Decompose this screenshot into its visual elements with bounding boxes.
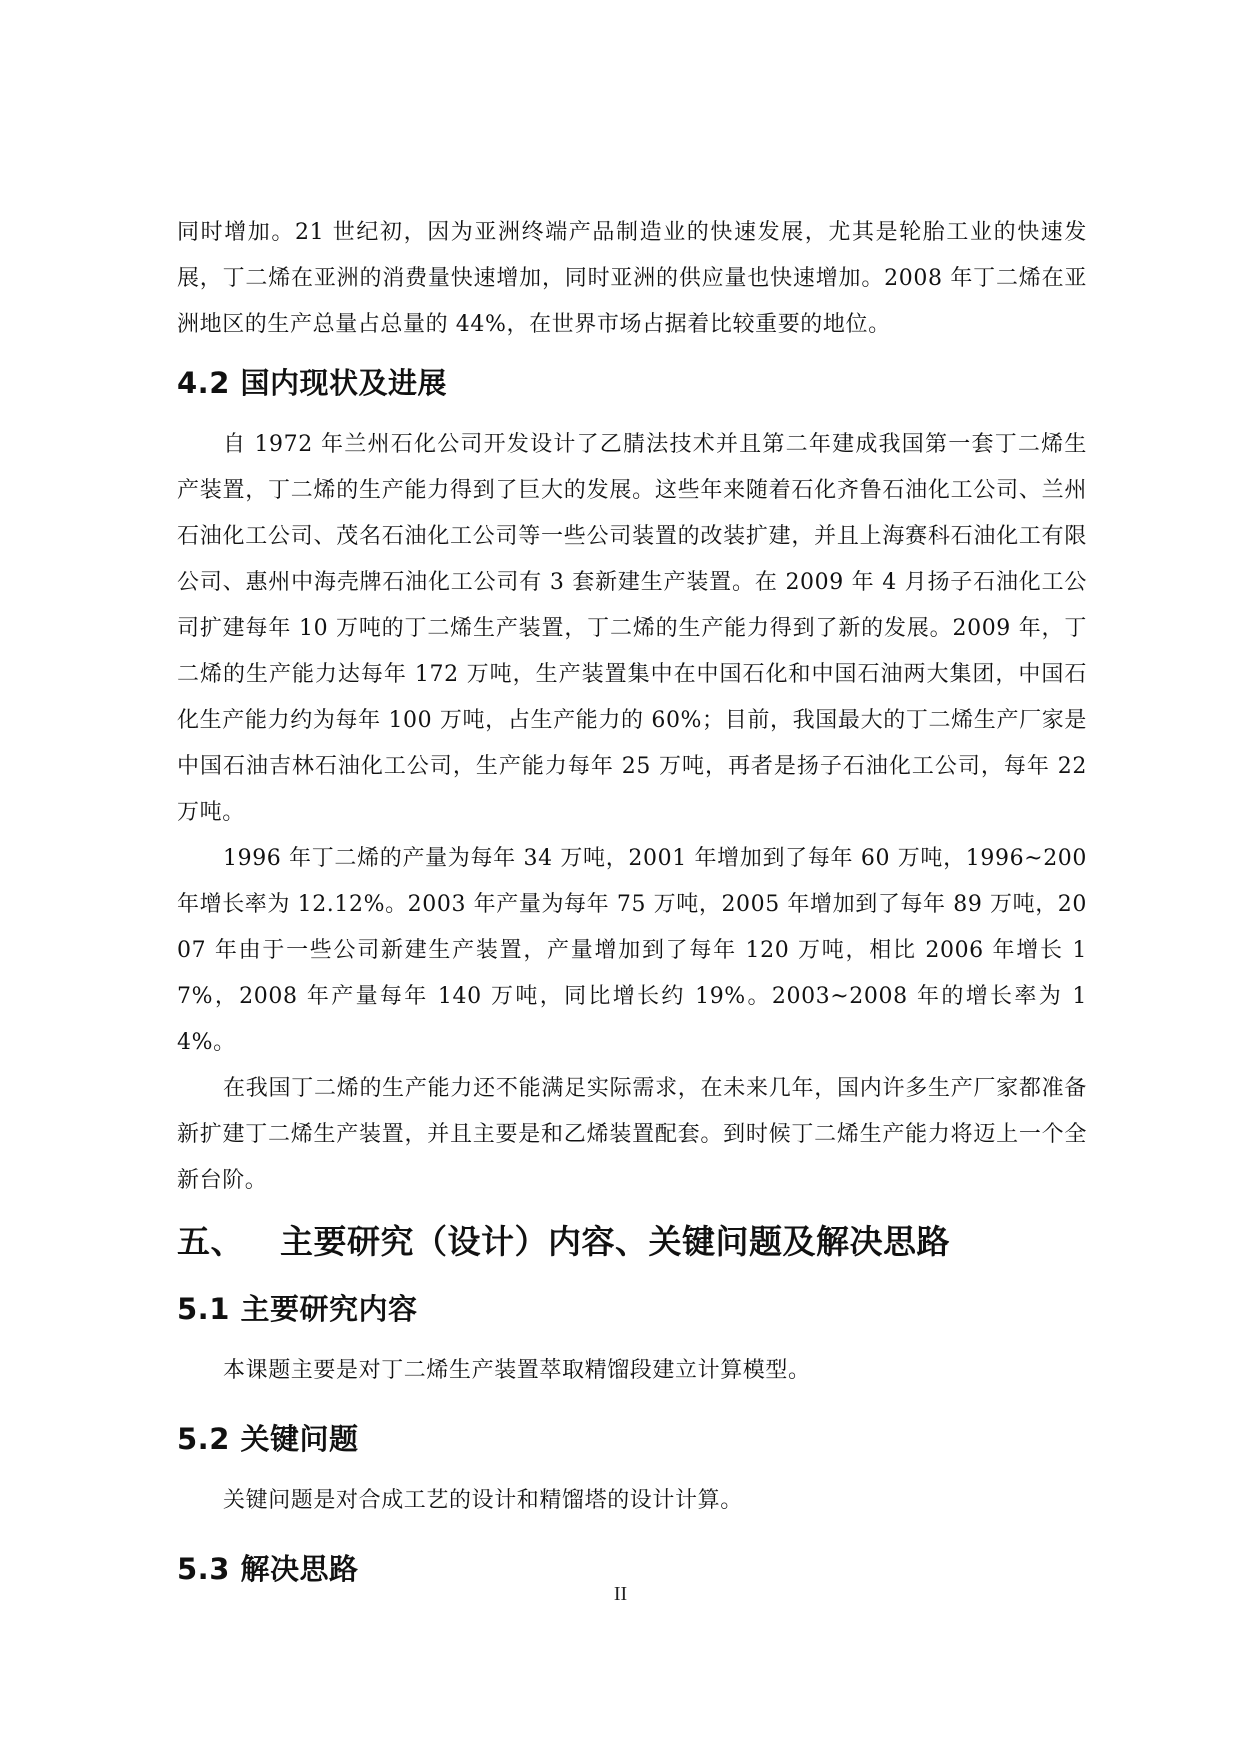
paragraph-5-2: 关键问题是对合成工艺的设计和精馏塔的设计计算。 — [223, 1488, 743, 1513]
paragraph-4-2-capacity: 自 1972 年兰州石化公司开发设计了乙腈法技术并且第二年建成我国第一套丁二烯生产装置，丁二烯的生产能力得到了巨大的发展。这些年来随着石化齐鲁石油化工公司、兰州石油化工公司、茂名石油化工公司等一些公司装置的改装扩建，并且上海赛科石油化工有限公司、惠州中海壳牌石油化工公司有 3 套新建生产装置。在 2009 年 4 月扬子石油化工公司扩建每年 10 万吨的丁二烯生产装置，丁二烯的生产能力得到了新的发展。2009 年，丁二烯的生产能力达每年 172 万吨，生产装置集中在中国石化和中国石油两大集团，中国石化生产能力约为每年 100 万吨，占生产能力的 60%；目前，我国最大的丁二烯生产厂家是中国石油吉林石油化工公司，生产能力每年 25 万吨，再者是扬子石油化工公司，每年 22 万吨。 — [177, 432, 1087, 825]
paragraph-4-2-output: 1996 年丁二烯的产量为每年 34 万吨，2001 年增加到了每年 60 万吨，1996~200 年增长率为 12.12%。2003 年产量为每年 75 万吨，2005 年增加到了每年 89 万吨，2007 年由于一些公司新建生产装置，产量增加到了每年 120 万吨，相比 2006 年增长 17%，2008 年产量每年 140 万吨，同比增长约 19%。2003~2008 年的增长率为 14%。 — [177, 846, 1087, 1055]
chapter-number: 五、 — [177, 1222, 244, 1261]
section-heading-5-2: 5.2 关键问题 — [177, 1422, 359, 1456]
page-body — [177, 210, 1087, 1608]
page-number: II — [613, 1583, 628, 1605]
paragraph-5-1: 本课题主要是对丁二烯生产装置萃取精馏段建立计算模型。 — [223, 1358, 811, 1383]
paragraph-4-2-outlook: 在我国丁二烯的生产能力还不能满足实际需求，在未来几年，国内许多生产厂家都准备新扩建丁二烯生产装置，并且主要是和乙烯装置配套。到时候丁二烯生产能力将迈上一个全新台阶。 — [177, 1076, 1087, 1193]
section-heading-5-1: 5.1 主要研究内容 — [177, 1292, 418, 1326]
section-heading-5-3: 5.3 解决思路 — [177, 1552, 359, 1586]
chapter-heading-5 — [177, 1210, 1087, 1274]
section-heading-4-2: 4.2 国内现状及进展 — [177, 366, 447, 400]
chapter-title: 主要研究（设计）内容、关键问题及解决思路 — [280, 1222, 950, 1261]
paragraph-intro: 同时增加。21 世纪初，因为亚洲终端产品制造业的快速发展，尤其是轮胎工业的快速发展，丁二烯在亚洲的消费量快速增加，同时亚洲的供应量也快速增加。2008 年丁二烯在亚洲地区的生产总量占总量的 44%，在世界市场占据着比较重要的地位。 — [177, 220, 1087, 337]
